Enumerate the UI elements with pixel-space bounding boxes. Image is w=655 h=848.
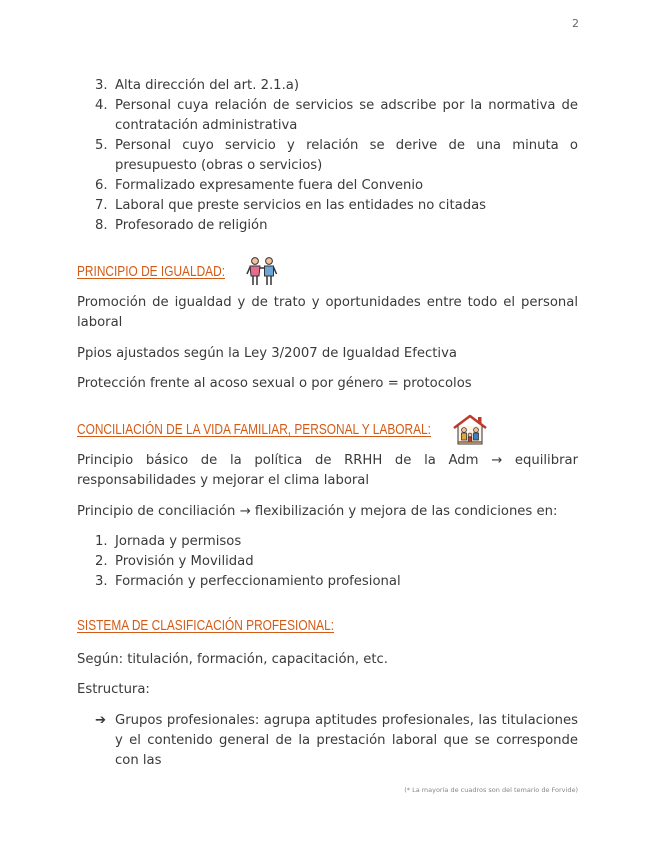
list-item: 7. Laboral que preste servicios en las entidades no citadas <box>95 198 487 213</box>
conciliacion-heading: CONCILIACIÓN DE LA VIDA FAMILIAR, PERSONAL Y LABORAL: <box>77 422 431 438</box>
list-item: 8. Profesorado de religión <box>95 218 268 233</box>
arrow-bullet-icon: ➔ <box>95 713 107 728</box>
list-item: 6. Formalizado expresamente fuera del Convenio <box>95 178 424 193</box>
clasificacion-arrow-list <box>77 711 578 771</box>
footnote: (* La mayoría de cuadros son del temario de Forvide) <box>404 786 578 794</box>
list-item: ➔ Grupos profesionales: agrupa aptitudes profesionales, las titulaciones y el contenido general de la prestación laboral que se corresponde con las <box>95 713 578 768</box>
page-number: 2 <box>572 17 579 30</box>
list-item: 4. Personal cuya relación de servicios se adscribe por la normativa de contratación administrativa <box>95 98 578 133</box>
conciliacion-list <box>77 532 578 592</box>
igualdad-paragraph-2: Ppios ajustados según la Ley 3/2007 de Igualdad Efectiva <box>77 346 457 361</box>
list-item: 3. Alta dirección del art. 2.1.a) <box>95 78 299 93</box>
clasificacion-paragraph-1: Según: titulación, formación, capacitación, etc. <box>77 652 388 667</box>
igualdad-paragraph-1: Promoción de igualdad y de trato y oportunidades entre todo el personal laboral <box>77 295 578 330</box>
conciliacion-heading-row <box>77 413 489 447</box>
conciliacion-paragraph-2: Principio de conciliación → flexibilización y mejora de las condiciones en: <box>77 504 558 519</box>
clasificacion-heading: SISTEMA DE CLASIFICACIÓN PROFESIONAL: <box>77 618 335 634</box>
clasificacion-heading-row <box>77 618 390 634</box>
list-item: 3. Formación y perfeccionamiento profesional <box>95 574 401 589</box>
igualdad-paragraph-3: Protección frente al acoso sexual o por género = protocolos <box>77 376 472 391</box>
conciliacion-paragraph-1: Principio básico de la política de RRHH de la Adm → equilibrar responsabilidades y mejorar el clima laboral <box>77 453 578 488</box>
clasificacion-paragraph-2: Estructura: <box>77 682 150 697</box>
list-item: 5. Personal cuyo servicio y relación se derive de una minuta o presupuesto (obras o servicios) <box>95 138 578 173</box>
list-item: 1. Jornada y permisos <box>95 534 242 549</box>
igualdad-heading-row <box>77 256 279 288</box>
igualdad-heading: PRINCIPIO DE IGUALDAD: <box>77 264 225 280</box>
top-numbered-list <box>77 76 578 236</box>
list-item: 2. Provisión y Movilidad <box>95 554 254 569</box>
man-woman-icon <box>245 256 279 288</box>
family-house-icon <box>451 413 489 447</box>
